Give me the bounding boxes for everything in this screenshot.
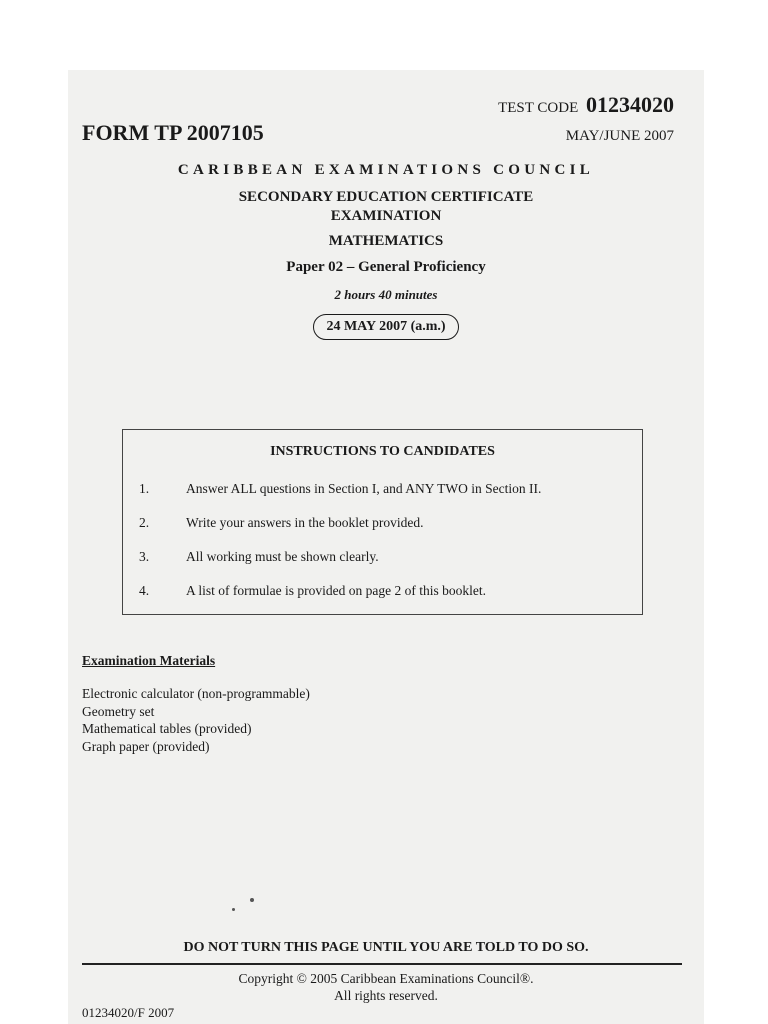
exam-date: 24 MAY 2007 (a.m.) <box>313 314 458 340</box>
instruction-item <box>139 549 379 565</box>
instruction-text: Answer ALL questions in Section I, and ANY TWO in Section II. <box>186 481 542 496</box>
exam-session: MAY/JUNE 2007 <box>565 128 674 144</box>
certificate-line-2: EXAMINATION <box>330 208 442 224</box>
instruction-number: 4. <box>139 583 150 598</box>
instruction-item <box>139 583 486 599</box>
footer-divider <box>82 963 682 965</box>
test-code-number: 01234020 <box>586 92 674 117</box>
certificate-line-1: SECONDARY EDUCATION CERTIFICATE <box>238 189 534 205</box>
instruction-item <box>139 481 541 497</box>
instructions-heading: INSTRUCTIONS TO CANDIDATES <box>270 444 495 459</box>
council-name: CARIBBEAN EXAMINATIONS COUNCIL <box>177 162 595 178</box>
materials-item: Electronic calculator (non-programmable) <box>82 686 310 701</box>
instruction-text: A list of formulae is provided on page 2 of this booklet. <box>186 583 486 598</box>
copyright-line: Copyright © 2005 Caribbean Examinations Council®. <box>238 971 534 986</box>
exam-duration: 2 hours 40 minutes <box>334 287 438 302</box>
ink-speck <box>232 908 235 911</box>
footer-paper-code: 01234020/F 2007 <box>82 1005 175 1020</box>
instruction-text: Write your answers in the booklet provided. <box>186 515 424 530</box>
materials-item: Graph paper (provided) <box>82 738 210 754</box>
materials-list <box>82 685 310 755</box>
do-not-turn-warning: DO NOT TURN THIS PAGE UNTIL YOU ARE TOLD TO DO SO. <box>183 940 589 955</box>
instruction-text: All working must be shown clearly. <box>186 549 379 564</box>
test-code-label: TEST CODE <box>498 100 579 116</box>
instruction-number: 2. <box>139 515 150 530</box>
paper-title: Paper 02 – General Proficiency <box>286 259 486 275</box>
instruction-number: 3. <box>139 549 150 564</box>
test-code <box>498 92 674 118</box>
certificate-title <box>68 188 704 226</box>
copyright-notice <box>68 970 704 1004</box>
materials-heading: Examination Materials <box>82 653 216 668</box>
materials-item: Mathematical tables (provided) <box>82 721 252 736</box>
instruction-item <box>139 515 424 531</box>
form-number: FORM TP 2007105 <box>82 120 264 145</box>
ink-speck <box>250 898 254 902</box>
materials-item: Geometry set <box>82 703 155 719</box>
exam-date-wrapper <box>68 314 704 340</box>
rights-line: All rights reserved. <box>334 988 438 1003</box>
subject-title: MATHEMATICS <box>328 233 444 249</box>
instruction-number: 1. <box>139 481 150 496</box>
exam-cover-page <box>68 70 704 1024</box>
instructions-box <box>122 429 643 615</box>
